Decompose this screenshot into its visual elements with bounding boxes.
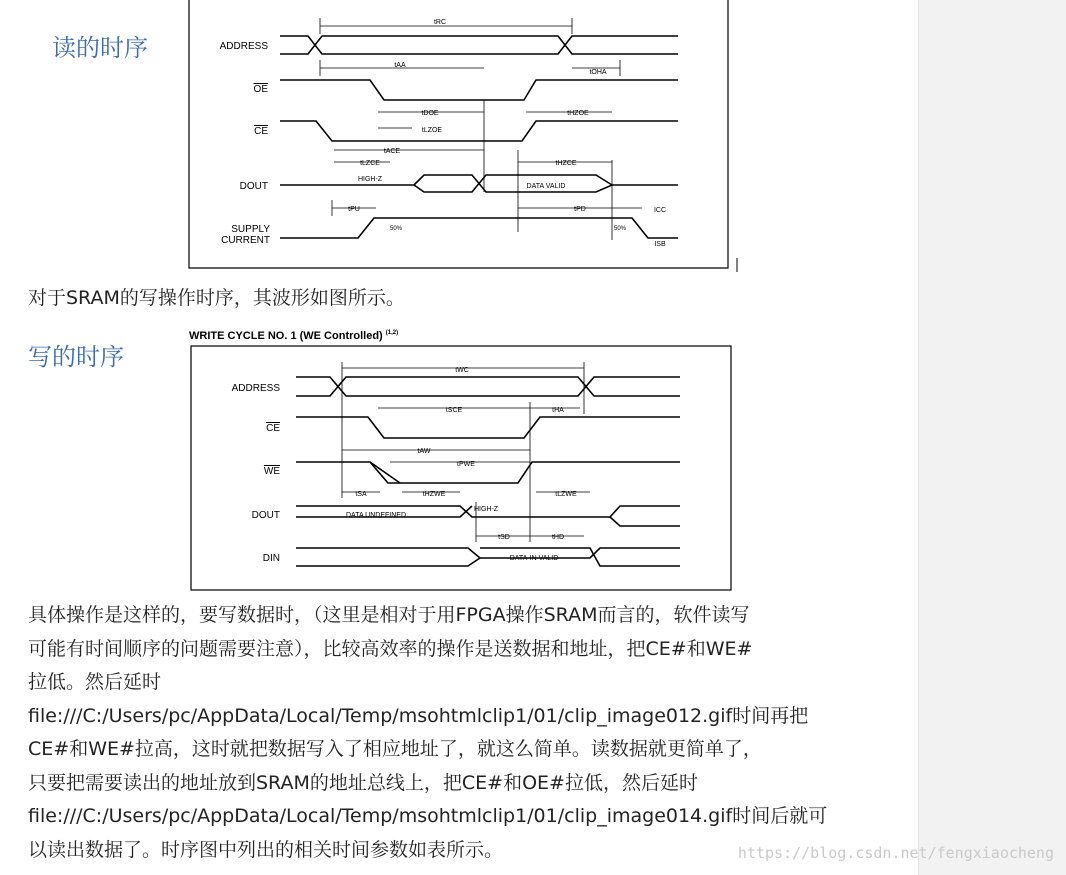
read-state-label: DATA VALID [526, 183, 566, 190]
write-state-label: HIGH-Z [473, 506, 499, 513]
read-timing-label: tPU [348, 206, 360, 213]
write-signal-address: ADDRESS [231, 383, 280, 394]
write-signal-din: DIN [262, 553, 280, 564]
body-line-file-link: file:///C:/Users/pc/AppData/Local/Temp/msohtmlclip1/01/clip_image012.gif时间再把 [28, 704, 809, 727]
read-state-label: ICC [653, 207, 667, 214]
read-state-label: 50% [613, 226, 627, 232]
write-state-label: DATA-IN VALID [509, 555, 559, 562]
write-timing-label: tWC [455, 367, 469, 374]
read-timing-label: tLZOE [421, 127, 443, 134]
write-signal-ce: CE [266, 423, 280, 434]
write-timing-label: tSA [355, 491, 367, 498]
write-timing-label: tSCE [445, 407, 463, 414]
write-diagram-title-text: WRITE CYCLE NO. 1 (WE Controlled) [189, 330, 383, 342]
body-line: CE#和WE#拉高，这时就把数据写入了相应地址了，就这么简单。读数据就更简单了， [28, 738, 762, 760]
write-timing-label: tSD [498, 534, 510, 541]
read-timing-diagram [180, 0, 750, 275]
body-line-file-link: file:///C:/Users/pc/AppData/Local/Temp/msohtmlclip1/01/clip_image014.gif时间后就可 [28, 805, 828, 827]
write-state-label: DATA UNDEFINED [345, 512, 407, 519]
write-timing-diagram [180, 322, 740, 594]
read-signal-dout: DOUT [239, 181, 268, 192]
write-timing-label: tHD [551, 534, 565, 541]
read-timing-label: tHZOE [567, 110, 589, 117]
read-signal-supply: SUPPLY [231, 224, 270, 235]
read-timing-label: tOHA [589, 69, 607, 76]
body-paragraph [28, 599, 827, 867]
read-state-label: 50% [389, 226, 403, 232]
body-line: 拉低。然后延时 [28, 671, 162, 693]
intro-paragraph: 对于SRAM的写操作时序，其波形如图所示。 [28, 287, 405, 309]
read-timing-label: tPD [574, 206, 586, 213]
write-timing-label: tPWE [457, 461, 475, 468]
read-signal-ce: CE [254, 126, 268, 137]
read-signal-address: ADDRESS [219, 41, 268, 52]
read-timing-label: tRC [433, 19, 447, 26]
write-timing-heading: 写的时序 [28, 343, 124, 371]
read-timing-label: tACE [383, 148, 401, 155]
read-timing-label: tAA [394, 62, 406, 69]
write-timing-label: tLZWE [555, 491, 577, 498]
write-signal-we: WE [263, 466, 280, 477]
read-state-label: ISB [654, 241, 666, 248]
read-signal-oe: OE [253, 84, 268, 95]
right-sidebar [918, 0, 1066, 875]
body-line: 只要把需要读出的地址放到SRAM的地址总线上，把CE#和OE#拉低，然后延时 [28, 771, 698, 794]
write-timing-label: tAW [417, 448, 431, 455]
read-timing-label: tHZCE [555, 160, 577, 167]
read-state-label: HIGH-Z [357, 176, 383, 183]
write-timing-label: tHA [552, 407, 564, 414]
read-timing-label: tLZCE [360, 160, 380, 167]
read-timing-label: tDOE [421, 110, 439, 117]
write-diagram-title [189, 330, 398, 342]
read-timing-heading: 读的时序 [52, 34, 148, 62]
body-line: 以读出数据了。时序图中列出的相关时间参数如表所示。 [28, 838, 504, 861]
watermark-url: https://blog.csdn.net/fengxiaocheng [737, 844, 1054, 862]
write-diagram-title-sup: (1,2) [385, 330, 399, 336]
read-signal-current: CURRENT [221, 235, 270, 246]
body-line: 可能有时间顺序的问题需要注意），比较高效率的操作是送数据和地址，把CE#和WE# [28, 637, 753, 660]
write-signal-dout: DOUT [251, 510, 280, 521]
write-timing-label: tHZWE [422, 491, 446, 498]
body-line: 具体操作是这样的，要写数据时，（这里是相对于用FPGA操作SRAM而言的，软件读写 [28, 604, 750, 626]
